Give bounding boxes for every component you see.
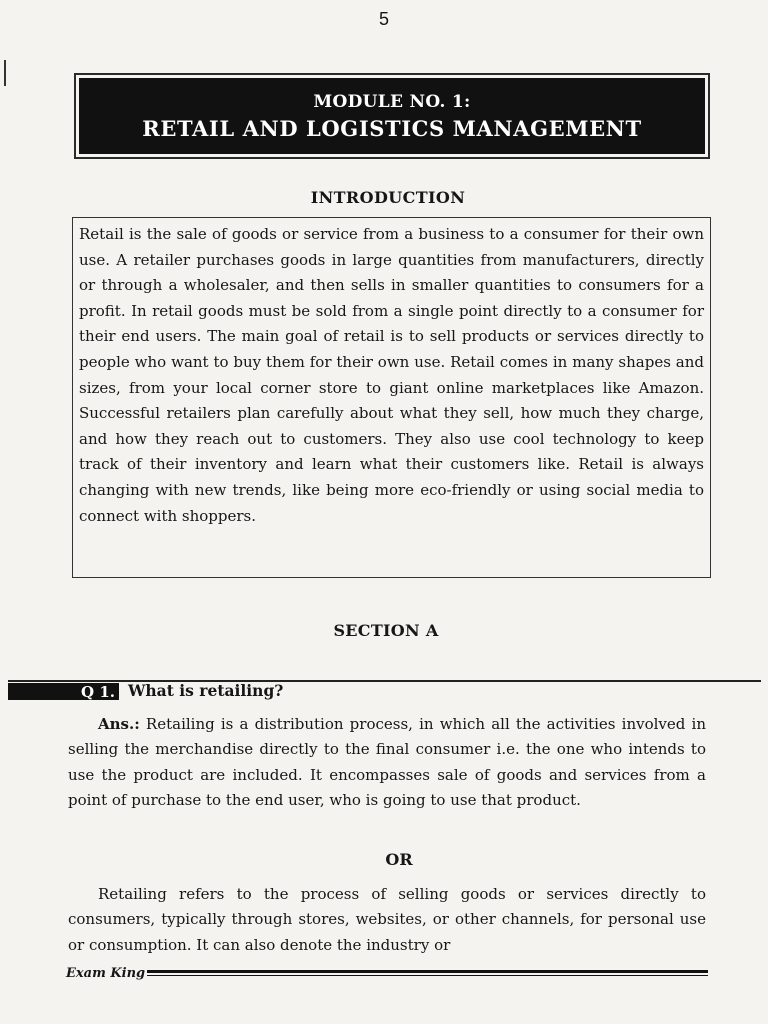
section-heading: SECTION A [333, 621, 439, 640]
margin-mark [4, 60, 6, 86]
introduction-box [72, 217, 711, 578]
introduction-text: Retail is the sale of goods or service from a business to a consumer for their own use. A retailer purchases goods in large quantities from manufacturers, directly or through a wholesaler, and then sells in smaller quantities to consumers for a profit. In retail goods must be sold from a single point directly to a consumer for their end users. The main goal of retail is to sell products or services directly to people who want to buy them for their own use. Retail comes in many shapes and sizes, from your local corner store to giant online marketplaces like Amazon. Successful retailers plan carefully about what they sell, how much they charge, and how they reach out to customers. They also use cool technology to keep track of their inventory and learn what their customers like. Retail is always changing with new trends, like being more eco-friendly or using social media to connect with shoppers. [79, 225, 704, 525]
page-number: 5 [378, 9, 389, 29]
question-divider [8, 680, 761, 682]
module-banner-inner [79, 78, 705, 154]
footer [66, 963, 708, 983]
module-banner [74, 73, 710, 159]
alternate-answer-paragraph [68, 882, 706, 958]
alternate-answer-block [68, 882, 706, 958]
introduction-heading: INTRODUCTION [310, 188, 466, 207]
footer-rule [147, 970, 708, 976]
or-divider: OR [385, 850, 413, 869]
answer-text: Retailing is a distribution process, in which all the activities involved in selling the merchandise directly to the final consumer i.e. the one who intends to use the product are included. It encompasses sale of goods and services from a point of purchase to the end user, who is going to use that product. [68, 715, 706, 809]
alternate-answer-text: Retailing refers to the process of selling goods or services directly to consumers, typically through stores, websites, or other channels, for personal use or consumption. It can also denote the industry or [68, 885, 706, 954]
module-number: MODULE NO. 1: [313, 91, 471, 112]
question-number-badge: Q 1. [8, 683, 119, 700]
answer-label: Ans.: [98, 715, 140, 733]
question-text: What is retailing? [128, 681, 284, 700]
answer-paragraph [68, 712, 706, 813]
footer-brand: Exam King [66, 965, 146, 981]
answer-block [68, 712, 706, 813]
module-title: RETAIL AND LOGISTICS MANAGEMENT [142, 115, 642, 141]
